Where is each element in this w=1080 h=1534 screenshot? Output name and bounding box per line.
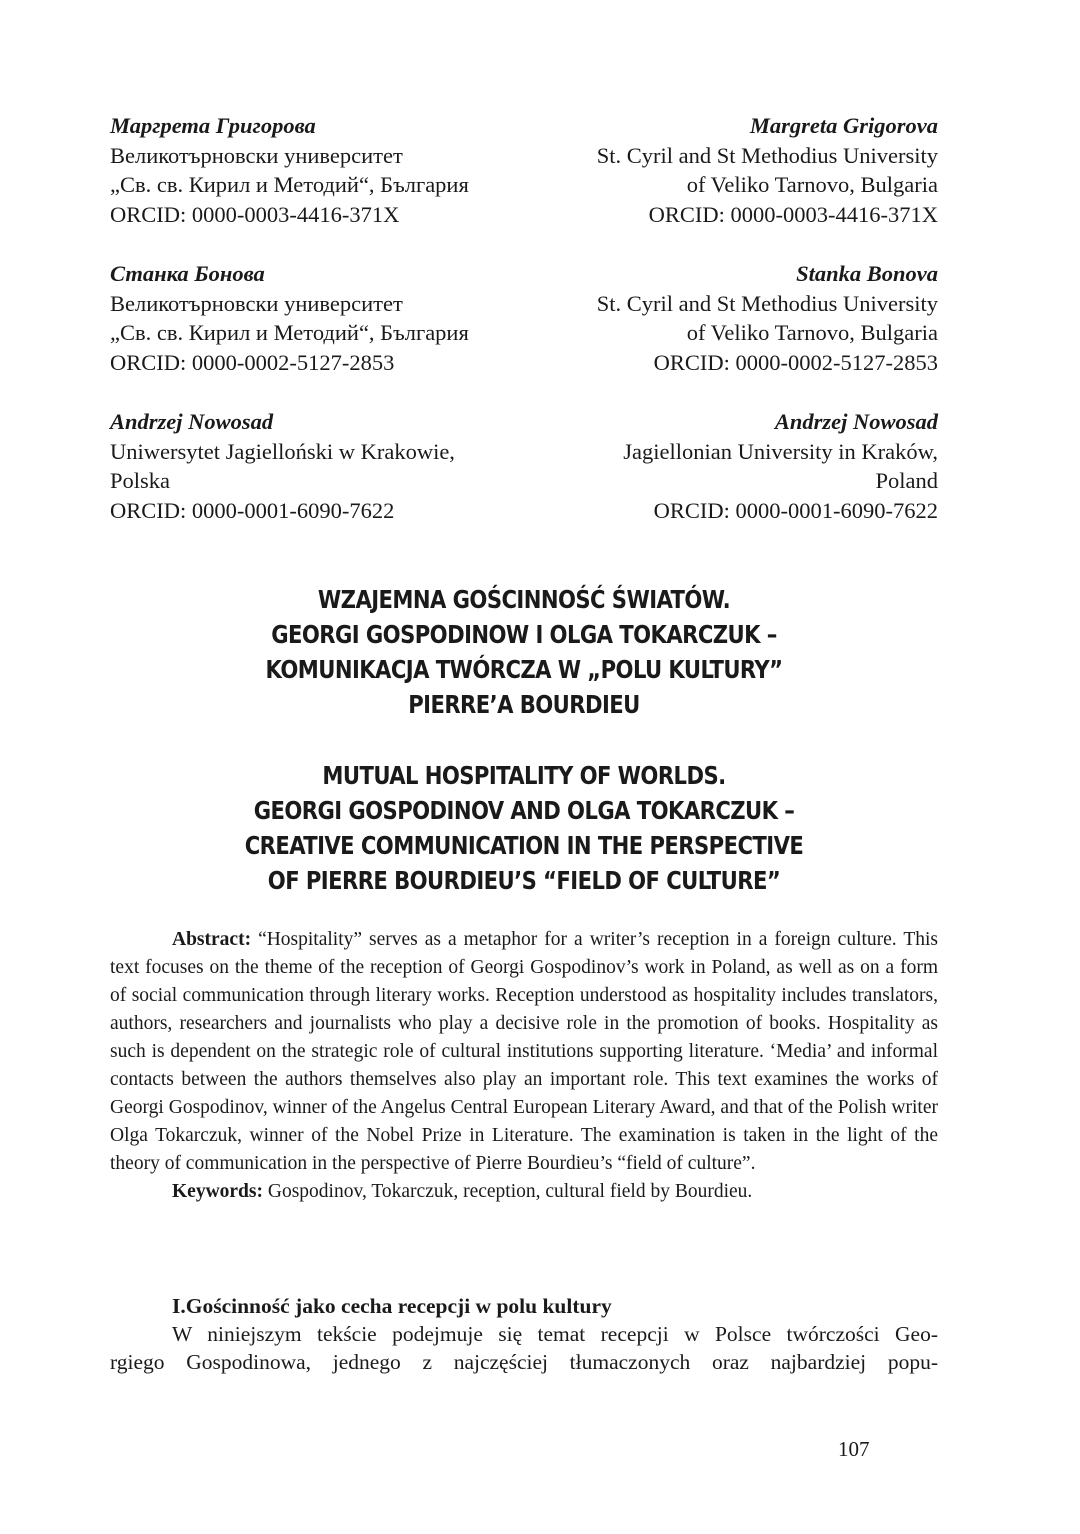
section-heading: I.Gościnność jako cecha recepcji w polu kultury bbox=[172, 1294, 612, 1318]
author-affiliation: St. Cyril and St Methodius University bbox=[596, 142, 938, 168]
section-one bbox=[110, 1292, 938, 1376]
author-affiliation: of Veliko Tarnovo, Bulgaria bbox=[686, 320, 938, 345]
title-line: GEORGI GOSPODINOW I OLGA TOKARCZUK – bbox=[271, 620, 777, 649]
keywords-label: Keywords: bbox=[172, 1181, 263, 1202]
title-line: WZAJEMNA GOŚCINNOŚĆ ŚWIATÓW. bbox=[317, 585, 731, 614]
author-affiliation: „Св. св. Кирил и Методий“, България bbox=[110, 320, 469, 345]
author-name: Stanka Bonova bbox=[796, 261, 938, 286]
author-orcid: ORCID: 0000-0001-6090-7622 bbox=[653, 497, 938, 523]
abstract-label: Abstract: bbox=[172, 929, 252, 950]
body-text-line: rgiego Gospodinowa, jednego z najczęściej tłumaczonych oraz najbardziej popu- bbox=[110, 1350, 938, 1374]
abstract-block bbox=[110, 926, 938, 1206]
author-english-column bbox=[528, 407, 938, 525]
author-affiliation: Великотърновски университет bbox=[110, 142, 403, 168]
title-line: OF PIERRE BOURDIEU’S “FIELD OF CULTURE” bbox=[267, 866, 781, 895]
author-english-column bbox=[528, 259, 938, 377]
abstract-text: “Hospitality” serves as a metaphor for a writer’s reception in a foreign culture. This text focuses on the theme of the reception of Georgi Gospodinov’s work in Poland, as well as on a form of social communication through literary works. Reception understood as hospitality includes translators, authors, researchers and journalists who play a decisive role in the promotion of books. Hospitality as such is dependent on the strategic role of cultural institutions supporting literature. ‘Media’ and informal contacts between the authors themselves also play an important role. This text examines the works of Georgi Gospodinov, winner of the Angelus Central European Literary Award, and that of the Polish writer Olga Tokarczuk, winner of the Nobel Prize in Literature. The examination is taken in the light of the theory of communication in the perspective of Pierre Bourdieu’s “field of culture”. bbox=[110, 929, 938, 1174]
keywords-text: Gospodinov, Tokarczuk, reception, cultural field by Bourdieu. bbox=[263, 1181, 753, 1202]
author-orcid: ORCID: 0000-0001-6090-7622 bbox=[110, 497, 395, 523]
author-affiliation: Jagiellonian University in Kraków, bbox=[623, 438, 938, 464]
author-english-column bbox=[528, 111, 938, 229]
author-bulgarian-column bbox=[110, 111, 520, 229]
author-row-bonova bbox=[110, 259, 938, 377]
author-affiliation: St. Cyril and St Methodius University bbox=[596, 290, 938, 316]
title-english bbox=[135, 758, 913, 898]
author-row-grigorova bbox=[110, 111, 938, 229]
author-bulgarian-column bbox=[110, 259, 520, 377]
author-orcid: ORCID: 0000-0003-4416-371X bbox=[110, 201, 400, 227]
author-name: Andrzej Nowosad bbox=[110, 409, 274, 434]
author-affiliation: Poland bbox=[875, 468, 938, 493]
title-polish bbox=[135, 582, 913, 722]
author-row-nowosad bbox=[110, 407, 938, 525]
page-number: 107 bbox=[838, 1437, 870, 1461]
abstract-paragraph bbox=[110, 926, 938, 1178]
author-name: Margreta Grigorova bbox=[749, 113, 938, 138]
author-name: Станка Бонова bbox=[110, 261, 265, 286]
author-orcid: ORCID: 0000-0002-5127-2853 bbox=[653, 349, 938, 375]
title-line: PIERRE’A BOURDIEU bbox=[408, 690, 640, 719]
author-orcid: ORCID: 0000-0002-5127-2853 bbox=[110, 349, 395, 375]
body-text-line: W niniejszym tekście podejmuje się temat recepcji w Polsce twórczości Geo- bbox=[172, 1322, 938, 1346]
author-affiliation: „Св. св. Кирил и Методий“, България bbox=[110, 172, 469, 197]
author-block bbox=[110, 111, 938, 555]
title-line: MUTUAL HOSPITALITY OF WORLDS. bbox=[322, 761, 726, 790]
author-polish-column bbox=[110, 407, 520, 525]
author-affiliation: Uniwersytet Jagielloński w Krakowie, bbox=[110, 438, 455, 464]
author-affiliation: of Veliko Tarnovo, Bulgaria bbox=[686, 172, 938, 197]
author-name: Маргрета Григорова bbox=[110, 113, 316, 138]
title-line: CREATIVE COMMUNICATION IN THE PERSPECTIVE bbox=[244, 831, 804, 860]
author-name: Andrzej Nowosad bbox=[774, 409, 938, 434]
title-line: KOMUNIKACJA TWÓRCZA W „POLU KULTURY” bbox=[265, 655, 783, 684]
author-orcid: ORCID: 0000-0003-4416-371X bbox=[648, 201, 938, 227]
title-line: GEORGI GOSPODINOV AND OLGA TOKARCZUK – bbox=[253, 796, 795, 825]
author-affiliation: Polska bbox=[110, 468, 171, 493]
author-affiliation: Великотърновски университет bbox=[110, 290, 403, 316]
keywords-paragraph bbox=[110, 1178, 938, 1206]
